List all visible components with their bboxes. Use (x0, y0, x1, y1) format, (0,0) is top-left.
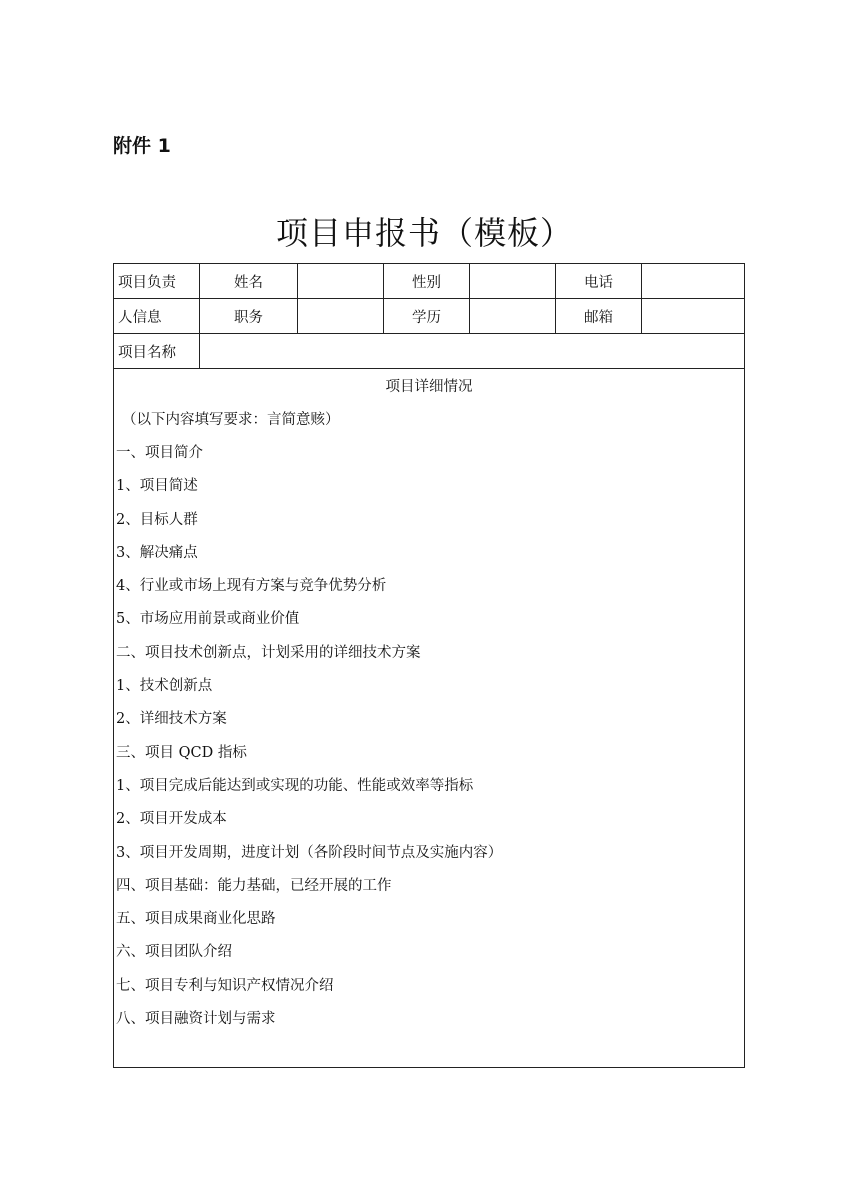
details-heading: 项目详细情况 (385, 379, 473, 395)
details-note: （以下内容填写要求：言简意赅） (122, 412, 340, 428)
name-label: 姓名 (200, 264, 298, 299)
leader-info-label-cell-2 (114, 299, 200, 334)
detail-line: 2、详细技术方案 (116, 711, 227, 728)
leader-info-row-2 (114, 299, 745, 334)
document-title: 项目申报书（模板） (275, 214, 573, 252)
project-name-row (114, 334, 745, 369)
name-field[interactable] (298, 264, 384, 299)
detail-line: 3、项目开发周期，进度计划（各阶段时间节点及实施内容） (116, 844, 503, 861)
education-field[interactable] (470, 299, 556, 334)
detail-line: 3、解决痛点 (116, 544, 198, 561)
project-details-row (114, 369, 745, 1068)
leader-info-row-1 (114, 264, 745, 299)
email-field[interactable] (642, 299, 745, 334)
leader-info-label-cell (114, 264, 200, 299)
email-label: 邮箱 (556, 299, 642, 334)
detail-line: 1、项目完成后能达到或实现的功能、性能或效率等指标 (116, 777, 474, 794)
detail-line: 八、项目融资计划与需求 (116, 1011, 276, 1028)
detail-line: 5、市场应用前景或商业价值 (116, 611, 300, 628)
leader-info-label-line2: 人信息 (118, 309, 162, 326)
detail-line: 一、项目简介 (116, 445, 203, 461)
position-field[interactable] (298, 299, 384, 334)
project-name-label: 项目名称 (114, 334, 200, 369)
attachment-label: 附件 1 (113, 135, 171, 157)
detail-line: 2、目标人群 (116, 511, 198, 528)
detail-line: 三、项目 QCD 指标 (116, 744, 247, 761)
application-form-table (113, 263, 745, 1068)
detail-line: 四、项目基础：能力基础，已经开展的工作 (116, 877, 392, 894)
gender-field[interactable] (470, 264, 556, 299)
leader-info-label-line1: 项目负责 (118, 274, 176, 291)
position-label: 职务 (200, 299, 298, 334)
project-name-field[interactable] (200, 334, 745, 369)
detail-line: 4、行业或市场上现有方案与竞争优势分析 (116, 578, 387, 595)
gender-label: 性别 (384, 264, 470, 299)
detail-line: 1、技术创新点 (116, 678, 213, 695)
project-details-cell[interactable] (114, 369, 745, 1068)
detail-line: 二、项目技术创新点，计划采用的详细技术方案 (116, 644, 421, 661)
detail-line: 七、项目专利与知识产权情况介绍 (116, 977, 334, 994)
education-label: 学历 (384, 299, 470, 334)
phone-field[interactable] (642, 264, 745, 299)
phone-label: 电话 (556, 264, 642, 299)
detail-line: 六、项目团队介绍 (116, 944, 232, 961)
detail-line: 1、项目简述 (116, 478, 198, 495)
detail-line: 五、项目成果商业化思路 (116, 911, 276, 928)
detail-line: 2、项目开发成本 (116, 811, 227, 828)
